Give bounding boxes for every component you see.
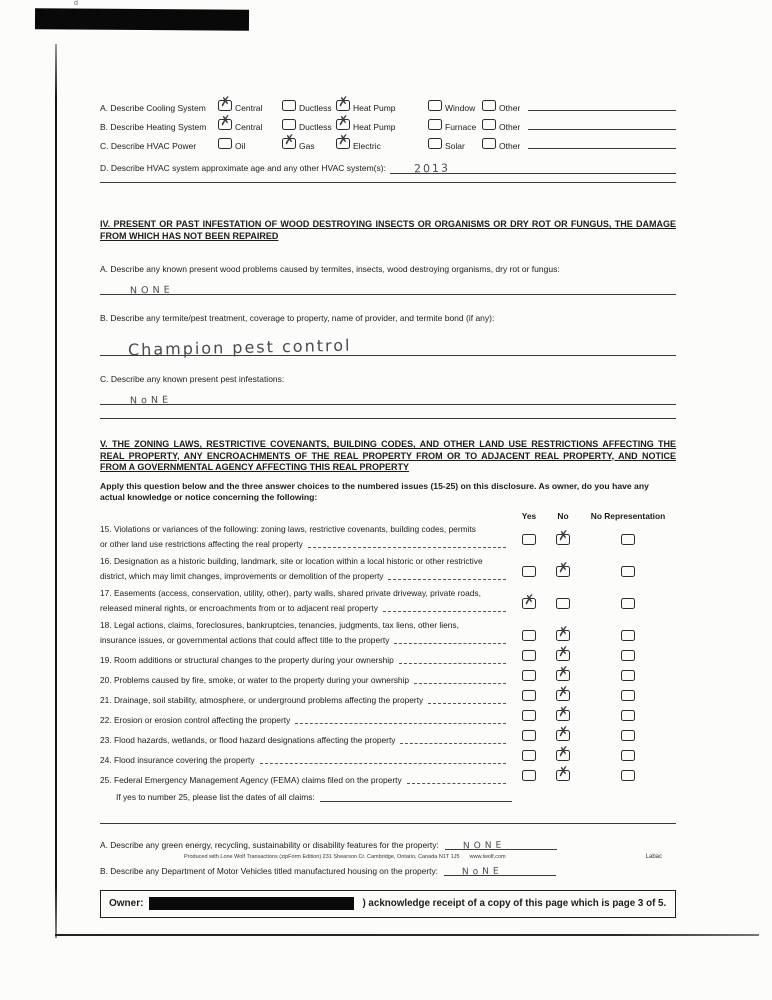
answer-column-headers — [100, 510, 676, 522]
question-line — [100, 733, 512, 748]
answer-cell-no — [556, 743, 570, 765]
scan-edge-bottom — [55, 934, 759, 936]
dashed-leader — [414, 683, 506, 684]
answer-cell-norep — [621, 598, 635, 613]
checkbox-norep — [621, 534, 635, 545]
x-mark-icon: ✗ — [219, 94, 232, 111]
section5-instruction: Apply this question below and the three answer choices to the numbered issues (15-25) on this disclosure. As owner, do you have any actual knowledge or notice concerning the following: — [100, 480, 649, 502]
question-row — [100, 586, 676, 616]
checkbox-yes — [522, 630, 536, 641]
dashed-leader — [383, 611, 506, 612]
checkbox-yes — [522, 690, 536, 701]
scan-corner-text: d — [74, 0, 78, 7]
question-line-text: 19. Room additions or structural changes to the property during your ownership — [100, 654, 394, 665]
dashed-leader — [260, 763, 506, 764]
question-text — [100, 673, 512, 688]
answer-cell-norep — [621, 670, 635, 685]
answer-line — [100, 384, 676, 405]
hvac-d-answer-line — [390, 157, 676, 174]
checkbox-no — [556, 763, 570, 781]
x-mark-icon: ✗ — [337, 113, 350, 130]
dashed-leader — [407, 783, 506, 784]
footer-url: www.lwolf.com — [469, 854, 506, 860]
blank-line — [100, 182, 676, 183]
hvac-option-label: Electric — [353, 141, 381, 151]
hvac-option — [482, 100, 528, 114]
q25-followup-row — [100, 790, 512, 805]
question-row — [100, 683, 676, 708]
answer-cell-yes — [522, 670, 536, 685]
blank-line — [100, 418, 676, 419]
section4-items — [100, 264, 676, 419]
checkbox-norep — [621, 566, 635, 577]
question-text — [100, 653, 512, 668]
answer-cell-norep — [621, 690, 635, 705]
hvac-option — [428, 119, 482, 133]
checkbox-yes — [522, 710, 536, 721]
question-item — [100, 374, 676, 419]
checkbox-norep — [621, 670, 635, 681]
answer-cell-no — [556, 598, 570, 613]
x-mark-icon: ✗ — [557, 723, 570, 741]
question-line — [100, 693, 512, 708]
question-text — [100, 522, 512, 552]
checkbox-ductless — [282, 119, 296, 130]
checkbox-no — [556, 623, 570, 641]
hvac-option-label: Furnace — [445, 122, 477, 132]
x-mark-icon: ✗ — [523, 591, 536, 609]
x-mark-icon: ✗ — [219, 113, 232, 130]
checkbox-other — [482, 100, 496, 111]
answer-cell-yes — [522, 591, 536, 613]
question-line-text: 22. Erosion or erosion control affecting the property — [100, 714, 291, 725]
redaction-bar — [35, 8, 249, 30]
x-mark-icon: ✗ — [557, 623, 570, 641]
page-footer — [100, 854, 700, 860]
hvac-d-label: D. Describe HVAC system approximate age and any other HVAC system(s): — [100, 163, 386, 173]
checkbox-norep — [621, 690, 635, 701]
hvac-option-label: Ductless — [299, 122, 332, 132]
checkbox-electric — [336, 132, 350, 149]
x-mark-icon: ✗ — [557, 527, 570, 545]
handwritten-answer: NONE — [462, 840, 506, 851]
question-row — [100, 643, 676, 668]
hvac-option-label: Other — [499, 141, 521, 151]
owner-ack-text: ) acknowledge receipt of a copy of this page which is page 3 of 5. — [362, 898, 667, 909]
checkbox-solar — [428, 138, 442, 149]
dashed-leader — [308, 547, 506, 548]
x-mark-icon: ✗ — [557, 683, 570, 701]
checkbox-norep — [621, 770, 635, 781]
checkbox-yes — [522, 591, 536, 609]
hvac-row — [100, 94, 676, 114]
hvac-row-label: B. Describe Heating System — [100, 122, 207, 132]
hvac-option-label: Other — [499, 103, 521, 113]
answer-cell-yes — [522, 650, 536, 665]
question-line-text: 23. Flood hazards, wetlands, or flood hazard designations affecting the property — [100, 734, 396, 745]
answer-cell-norep — [621, 770, 635, 785]
dashed-leader — [399, 663, 506, 664]
answer-cell-norep — [621, 630, 635, 645]
hvac-option — [282, 132, 336, 152]
checkbox-norep — [621, 630, 635, 641]
answer-cell-yes — [522, 730, 536, 745]
question-label: A. Describe any green energy, recycling, sustainability or disability features for the property: — [100, 839, 439, 850]
blank-line — [528, 138, 676, 149]
question-text — [100, 773, 512, 788]
question-row — [100, 763, 676, 788]
question-text — [100, 554, 512, 584]
blank-line — [528, 119, 676, 130]
footer-produced-text: Produced with Lone Wolf Transactions (zipForm Edition) 231 Shearson Cr. Cambridge, Ontario, Canada N1T 1J5 — [184, 854, 460, 860]
question-line-text: insurance issues, or governmental actions that could affect title to the property — [100, 634, 390, 645]
x-mark-icon: ✗ — [283, 132, 296, 149]
checkbox-no — [556, 663, 570, 681]
checkbox-other — [482, 119, 496, 130]
answer-cell-yes — [522, 710, 536, 725]
handwritten-answer: NoNE — [461, 866, 503, 877]
checkbox-no — [556, 683, 570, 701]
handwritten-answer: 2013 — [413, 161, 451, 176]
checkbox-no — [556, 559, 570, 577]
question-line-text: district, which may limit changes, improvements or demolition of the property — [100, 570, 384, 581]
answer-line — [444, 862, 556, 876]
question-row — [100, 723, 676, 748]
checkbox-ductless — [282, 100, 296, 111]
checkbox-norep — [621, 598, 635, 609]
hvac-option-label: Other — [499, 122, 521, 132]
question-text — [100, 713, 512, 728]
question-text — [100, 618, 512, 648]
hvac-option-label: Solar — [445, 141, 465, 151]
checkbox-oil — [218, 138, 232, 149]
question-row — [100, 663, 676, 688]
section5-heading: V. THE ZONING LAWS, RESTRICTIVE COVENANTS, BUILDING CODES, AND OTHER LAND USE RESTRICTIONS AFFECTING THE REAL PROPERTY, ANY ENCROACHMENTS OF THE REAL PROPERTY FROM OR TO ADJACENT REAL PROPERTY, AND NOTICE FROM A GOVERNMENTAL AGENCY AFFECTING THIS REAL PROPERTY — [100, 439, 676, 472]
question-row — [100, 743, 676, 768]
question-line: 18. Legal actions, claims, foreclosures, bankruptcies, tenancies, judgments, tax liens, other liens, — [100, 619, 459, 630]
answer-cell-norep — [621, 750, 635, 765]
checkbox-heat-pump — [336, 113, 350, 130]
answer-cell-no — [556, 643, 570, 665]
answer-line — [445, 836, 557, 850]
question-label: A. Describe any known present wood problems caused by termites, insects, wood destroying organisms, dry rot or fungus: — [100, 264, 560, 274]
checkbox-no — [556, 723, 570, 741]
checkbox-yes — [522, 730, 536, 741]
column-header-yes: Yes — [521, 510, 537, 521]
answer-cell-norep — [621, 534, 635, 549]
question-line: 16. Designation as a historic building, landmark, site or location within a local historic or other restrictive — [100, 555, 483, 566]
x-mark-icon: ✗ — [557, 663, 570, 681]
hvac-row — [100, 132, 676, 152]
answer-line — [100, 323, 676, 360]
q25-followup-label: If yes to number 25, please list the dates of all claims: — [116, 791, 315, 802]
x-mark-icon: ✗ — [337, 94, 350, 111]
answer-cell-no — [556, 559, 570, 581]
redaction-bar — [149, 897, 354, 910]
hvac-option-label: Heat Pump — [353, 103, 396, 113]
hvac-option — [482, 138, 528, 152]
question-item — [100, 264, 676, 295]
hvac-d-row — [100, 157, 676, 174]
handwritten-answer: NONE — [129, 284, 174, 297]
dashed-leader — [295, 723, 506, 724]
checkbox-norep — [621, 710, 635, 721]
column-header-no: No — [557, 510, 569, 521]
question-row — [100, 703, 676, 728]
hvac-option — [218, 94, 282, 114]
hvac-option — [218, 113, 282, 133]
question-line — [100, 773, 512, 788]
checkbox-other — [482, 138, 496, 149]
question-line — [100, 653, 512, 668]
hvac-row-label: C. Describe HVAC Power — [100, 141, 197, 151]
hvac-option-label: Heat Pump — [353, 122, 396, 132]
question-line: 17. Easements (access, conservation, utility, other), party walls, shared private driveway, private roads, — [100, 587, 481, 598]
hvac-option-label: Window — [445, 103, 476, 113]
hvac-option — [282, 119, 336, 133]
answer-cell-no — [556, 703, 570, 725]
hvac-row-label: A. Describe Cooling System — [100, 103, 206, 113]
question-item — [100, 836, 676, 850]
answer-cell-no — [556, 723, 570, 745]
question-label: B. Describe any Department of Motor Vehicles titled manufactured housing on the property: — [100, 865, 438, 876]
hvac-option-label: Oil — [235, 141, 246, 151]
hvac-option — [218, 138, 282, 152]
answer-cell-no — [556, 623, 570, 645]
question-line-text: 20. Problems caused by fire, smoke, or water to the property during your ownership — [100, 674, 410, 685]
question-line — [100, 673, 512, 688]
answer-cell-yes — [522, 750, 536, 765]
owner-acknowledgement-box — [100, 890, 676, 918]
question-line — [100, 753, 512, 768]
checkbox-no — [556, 703, 570, 721]
checkbox-norep — [621, 750, 635, 761]
hvac-rows — [100, 94, 676, 152]
checkbox-norep — [621, 650, 635, 661]
question-line — [100, 537, 512, 552]
column-header-no-representation: No Representation — [590, 510, 666, 521]
dashed-leader — [388, 579, 506, 580]
question-row — [100, 618, 676, 648]
hvac-option-label: Gas — [299, 141, 315, 151]
question-line-text: 24. Flood insurance covering the property — [100, 754, 255, 765]
question-text — [100, 753, 512, 768]
checkbox-no — [556, 527, 570, 545]
hvac-option — [336, 132, 428, 152]
x-mark-icon: ✗ — [557, 763, 570, 781]
checkbox-window — [428, 100, 442, 111]
question-row — [100, 554, 676, 584]
answer-cell-yes — [522, 690, 536, 705]
hvac-option — [482, 119, 528, 133]
x-mark-icon: ✗ — [337, 132, 350, 149]
question-line — [100, 633, 512, 648]
checkbox-no — [556, 643, 570, 661]
question-line-text: 25. Federal Emergency Management Agency (FEMA) claims filed on the property — [100, 774, 402, 785]
answer-cell-yes — [522, 630, 536, 645]
blank-line — [320, 801, 512, 802]
answer-cell-yes — [522, 566, 536, 581]
dashed-leader — [400, 743, 506, 744]
hvac-option-label: Ductless — [299, 103, 332, 113]
dashed-leader — [428, 703, 506, 704]
answer-cell-yes — [522, 534, 536, 549]
x-mark-icon: ✗ — [557, 743, 570, 761]
checkbox-yes — [522, 750, 536, 761]
answer-line — [100, 274, 676, 295]
handwritten-answer: NoNE — [129, 394, 173, 407]
question-line-text: released mineral rights, or encroachments from or to adjacent real property — [100, 602, 378, 613]
dashed-leader — [394, 643, 506, 644]
checkbox-yes — [522, 650, 536, 661]
question-line — [100, 569, 512, 584]
question-line: 15. Violations or variances of the following: zoning laws, restrictive covenants, building codes, permits — [100, 523, 476, 534]
answer-cell-no — [556, 663, 570, 685]
answer-cell-norep — [621, 650, 635, 665]
hvac-option — [428, 100, 482, 114]
checkbox-gas — [282, 132, 296, 149]
checkbox-furnace — [428, 119, 442, 130]
question-item — [100, 313, 676, 360]
hvac-option — [336, 113, 428, 133]
scan-edge-left — [55, 44, 57, 938]
checkbox-yes — [522, 566, 536, 577]
answer-cell-no — [556, 683, 570, 705]
checkbox-central — [218, 94, 232, 111]
question-label: B. Describe any termite/pest treatment, coverage to property, name of provider, and termite bond (if any): — [100, 313, 495, 323]
x-mark-icon: ✗ — [557, 703, 570, 721]
question-text — [100, 733, 512, 748]
checkbox-norep — [621, 730, 635, 741]
blank-line — [528, 100, 676, 111]
hvac-option — [428, 138, 482, 152]
answer-cell-yes — [522, 770, 536, 785]
question-text — [100, 586, 512, 616]
question-line-text: 21. Drainage, soil stability, atmosphere, or underground problems affecting the property — [100, 694, 424, 705]
answer-cell-no — [556, 763, 570, 785]
footer-right-text: Labac — [645, 854, 662, 860]
checkbox-yes — [522, 534, 536, 545]
separator-line — [100, 823, 676, 824]
checkbox-yes — [522, 670, 536, 681]
section4-heading: IV. PRESENT OR PAST INFESTATION OF WOOD DESTROYING INSECTS OR ORGANISMS OR DRY ROT OR FUNGUS, THE DAMAGE FROM WHICH HAS NOT BEEN REPAIRED — [100, 219, 676, 241]
answer-cell-norep — [621, 566, 635, 581]
hvac-option-label: Central — [235, 122, 263, 132]
question-line — [100, 713, 512, 728]
question-line-text: or other land use restrictions affecting the real property — [100, 538, 303, 549]
question-label: C. Describe any known present pest infestations: — [100, 374, 285, 384]
questions — [100, 522, 676, 788]
checkbox-central — [218, 113, 232, 130]
hvac-option — [336, 94, 428, 114]
x-mark-icon: ✗ — [557, 559, 570, 577]
x-mark-icon: ✗ — [557, 643, 570, 661]
question-row — [100, 522, 676, 552]
answer-cell-no — [556, 527, 570, 549]
answer-cell-norep — [621, 730, 635, 745]
checkbox-no — [556, 743, 570, 761]
question-text — [100, 693, 512, 708]
checkbox-heat-pump — [336, 94, 350, 111]
hvac-option-label: Central — [235, 103, 263, 113]
question-item — [100, 862, 676, 876]
checkbox-no — [556, 598, 570, 609]
owner-label: Owner: — [109, 898, 144, 909]
handwritten-answer: Champion pest control — [127, 335, 352, 360]
answer-cell-norep — [621, 710, 635, 725]
question-line — [100, 601, 512, 616]
hvac-row — [100, 113, 676, 133]
hvac-option — [282, 100, 336, 114]
checkbox-yes — [522, 770, 536, 781]
form-content — [100, 94, 676, 918]
